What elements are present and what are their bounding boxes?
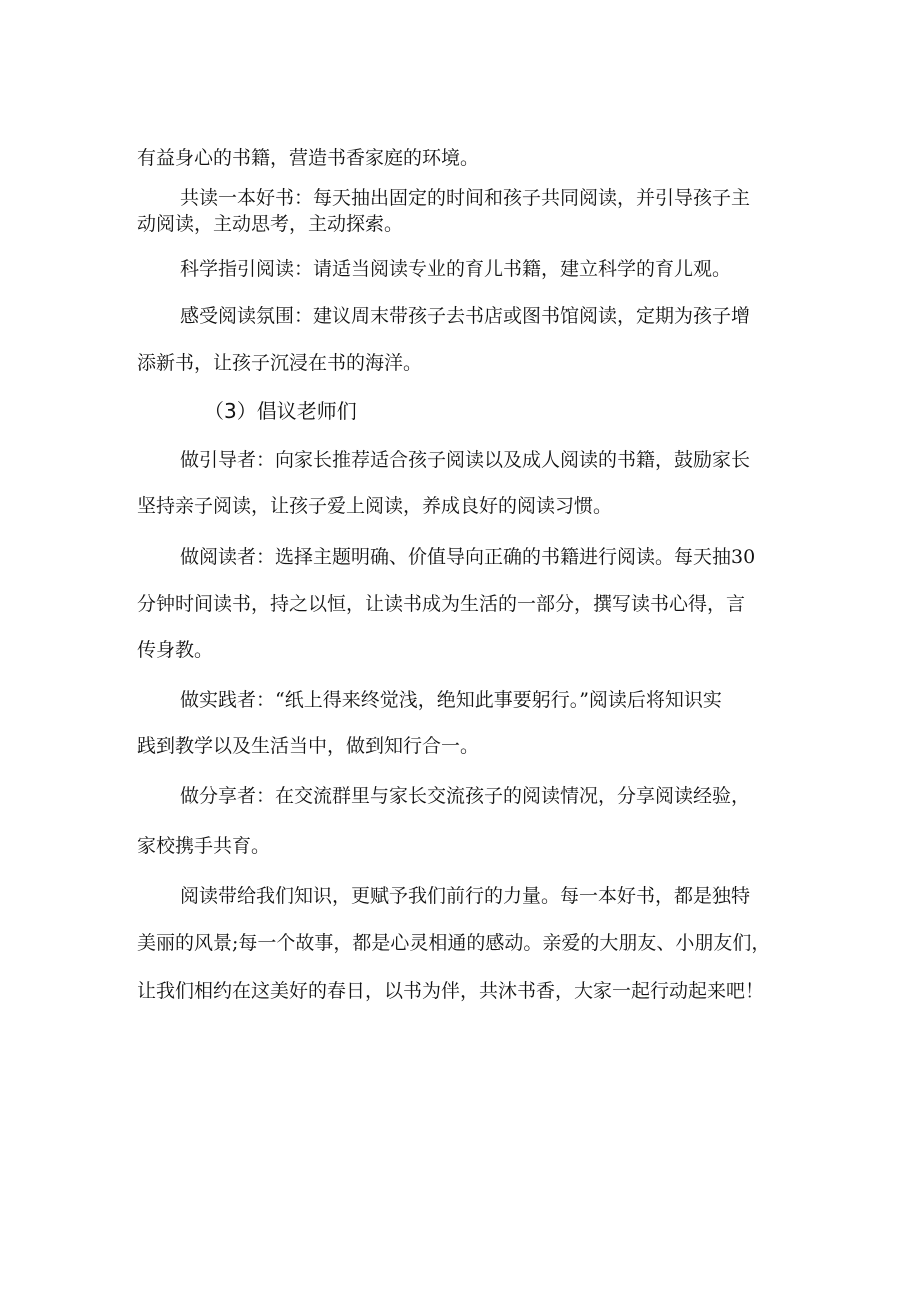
paragraph-line: 家校携手共育。 [137,835,271,857]
paragraph-line: 有益身心的书籍，营造书香家庭的环境。 [137,147,480,169]
paragraph-line: 让我们相约在这美好的春日，以书为伴，共沐书香，大家一起行动起来吧！ [137,980,765,1002]
paragraph-line: 科学指引阅读：请适当阅读专业的育儿书籍，建立科学的育儿观。 [180,258,732,280]
paragraph-line: 阅读带给我们知识，更赋予我们前行的力量。每一本好书，都是独特 [180,885,751,907]
paragraph-line: 感受阅读氛围：建议周末带孩子去书店或图书馆阅读，定期为孩子增 [180,305,751,327]
section-heading: （3）倡议老师们 [204,399,357,423]
paragraph-line: 做引导者：向家长推荐适合孩子阅读以及成人阅读的书籍，鼓励家长 [180,449,751,471]
paragraph-line: 传身教。 [137,639,214,661]
paragraph-line: 共读一本好书：每天抽出固定的时间和孩子共同阅读，并引导孩子主 [180,187,751,209]
paragraph-line: 做阅读者：选择主题明确、价值导向正确的书籍进行阅读。每天抽30 [180,546,756,568]
paragraph-line: 美丽的风景;每一个故事，都是心灵相通的感动。亲爱的大朋友、小朋友们， [137,932,771,954]
paragraph-line: 动阅读，主动思考，主动探索。 [137,213,404,235]
paragraph-line: 分钟时间读书，持之以恒，让读书成为生活的一部分，撰写读书心得，言 [137,593,746,615]
paragraph-line: 坚持亲子阅读，让孩子爱上阅读，养成良好的阅读习惯。 [137,495,613,517]
paragraph-line: 做分享者：在交流群里与家长交流孩子的阅读情况，分享阅读经验， [180,785,751,807]
paragraph-line: 践到教学以及生活当中，做到知行合一。 [137,735,480,757]
paragraph-line: 做实践者：“纸上得来终觉浅，绝知此事要躬行。”阅读后将知识实 [180,689,722,711]
paragraph-line: 添新书，让孩子沉浸在书的海洋。 [137,352,423,374]
